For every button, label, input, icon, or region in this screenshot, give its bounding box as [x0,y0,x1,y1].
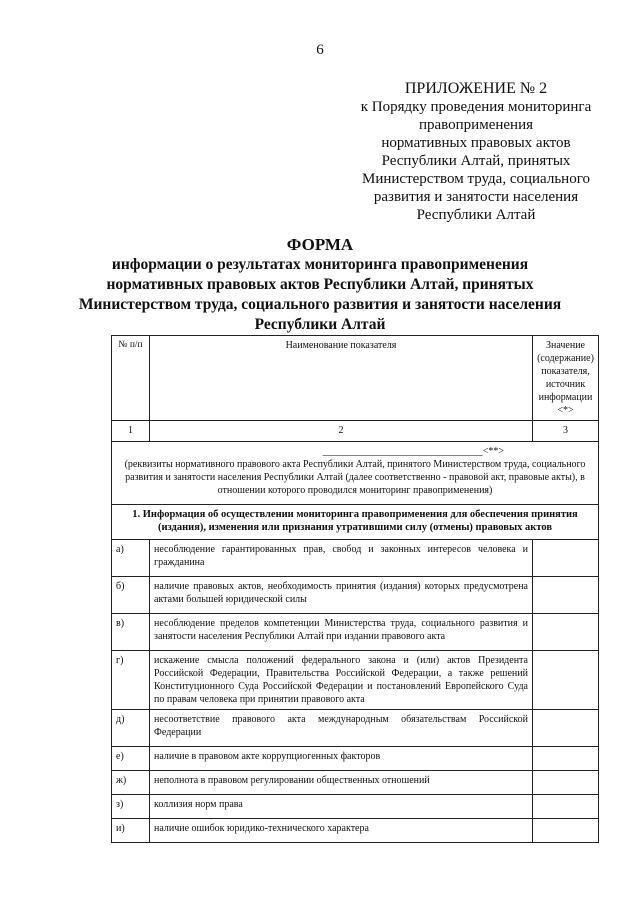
item-text: несоответствие правового акта международным обязательствам Российской Федерации [150,710,533,747]
appendix-title: ПРИЛОЖЕНИЕ № 2 [404,80,548,97]
form-subtitle-line: Республики Алтай [254,316,386,333]
form-subtitle-line: информации о результатах мониторинга правоприменения [111,256,529,273]
table-row [112,819,599,843]
header-num: № п/п [112,336,150,421]
header-value-line: информации <*> [538,392,593,416]
monitoring-table [111,335,599,843]
item-value-cell[interactable] [533,747,599,771]
header-value-line: Значение [545,340,585,351]
header-value-line: (содержание) [537,353,594,364]
header-value-line: источник [545,379,586,390]
item-text: коллизия норм права [150,795,533,819]
column-number: 3 [533,421,599,442]
table-row [112,651,599,710]
item-label: и) [112,819,150,843]
item-label: г) [112,651,150,710]
appendix-line: Министерством труда, социального [362,171,590,187]
requisites-cell [112,442,599,505]
item-label: а) [112,540,150,577]
header-name: Наименование показателя [150,336,533,421]
appendix-line: Республики Алтай, принятых [381,153,571,169]
item-value-cell[interactable] [533,771,599,795]
item-value-cell[interactable] [533,577,599,614]
item-text: неполнота в правовом регулировании общественных отношений [150,771,533,795]
item-text: несоблюдение гарантированных прав, свобод и законных интересов человека и гражданина [150,540,533,577]
form-subtitle-line: Министерством труда, социального развития и занятости населения [78,296,562,313]
section-title: 1. Информация об осуществлении мониторинга правоприменения для обеспечения принятия (издания), изменения или признания утратившими силу (отмены) правовых актов [112,505,599,540]
item-value-cell[interactable] [533,819,599,843]
item-value-cell[interactable] [533,795,599,819]
item-text: несоблюдение пределов компетенции Министерства труда, социального развития и занятости населения Республики Алтай при издании правового акта [150,614,533,651]
section-row [112,505,599,540]
appendix-line: развития и занятости населения [373,189,579,205]
item-label: в) [112,614,150,651]
appendix-line: правоприменения [418,117,533,133]
item-label: ж) [112,771,150,795]
table-row [112,577,599,614]
item-value-cell[interactable] [533,651,599,710]
appendix-block [358,80,594,224]
form-title: ФОРМА [286,235,354,254]
item-label: д) [112,710,150,747]
item-label: е) [112,747,150,771]
table-row [112,614,599,651]
column-number-row [112,421,599,442]
column-number: 2 [150,421,533,442]
item-value-cell[interactable] [533,710,599,747]
item-text: наличие ошибок юридико-технического характера [150,819,533,843]
item-label: б) [112,577,150,614]
item-label: з) [112,795,150,819]
header-value [533,336,599,421]
requisites-row [112,442,599,505]
table-row [112,795,599,819]
table-row [112,771,599,795]
table-row [112,747,599,771]
requisites-text: (реквизиты нормативного правового акта Республики Алтай, принятого Министерством труда, социального развития и занятости населения Республики Алтай (далее соответственно - правовой акт, правовые акты), в отношении которого проводился мониторинг правоприменения) [124,459,586,496]
item-value-cell[interactable] [533,614,599,651]
form-heading [60,235,580,335]
appendix-line: Республики Алтай [416,207,536,223]
item-text: наличие правовых актов, необходимость принятия (издания) которых предусмотрена актами большей юридической силы [150,577,533,614]
table-row [112,710,599,747]
table-row [112,540,599,577]
form-subtitle-line: нормативных правовых актов Республики Алтай, принятых [106,276,534,293]
item-text: наличие в правовом акте коррупциогенных факторов [150,747,533,771]
page-number: 6 [316,42,324,58]
appendix-line: к Порядку проведения мониторинга [360,99,592,115]
appendix-line: нормативных правовых актов [381,135,571,151]
requisites-marker: ________________________________<**> [322,446,504,457]
column-number: 1 [112,421,150,442]
table-header-row [112,336,599,421]
header-value-line: показателя, [541,366,590,377]
item-value-cell[interactable] [533,540,599,577]
item-text: искажение смысла положений федерального закона и (или) актов Президента Российской Федерации, Правительства Российской Федерации, а также решений Конституционного Суда Российской Федерации и постановлений Европейского Суда по правам человека при принятии правового акта [150,651,533,710]
